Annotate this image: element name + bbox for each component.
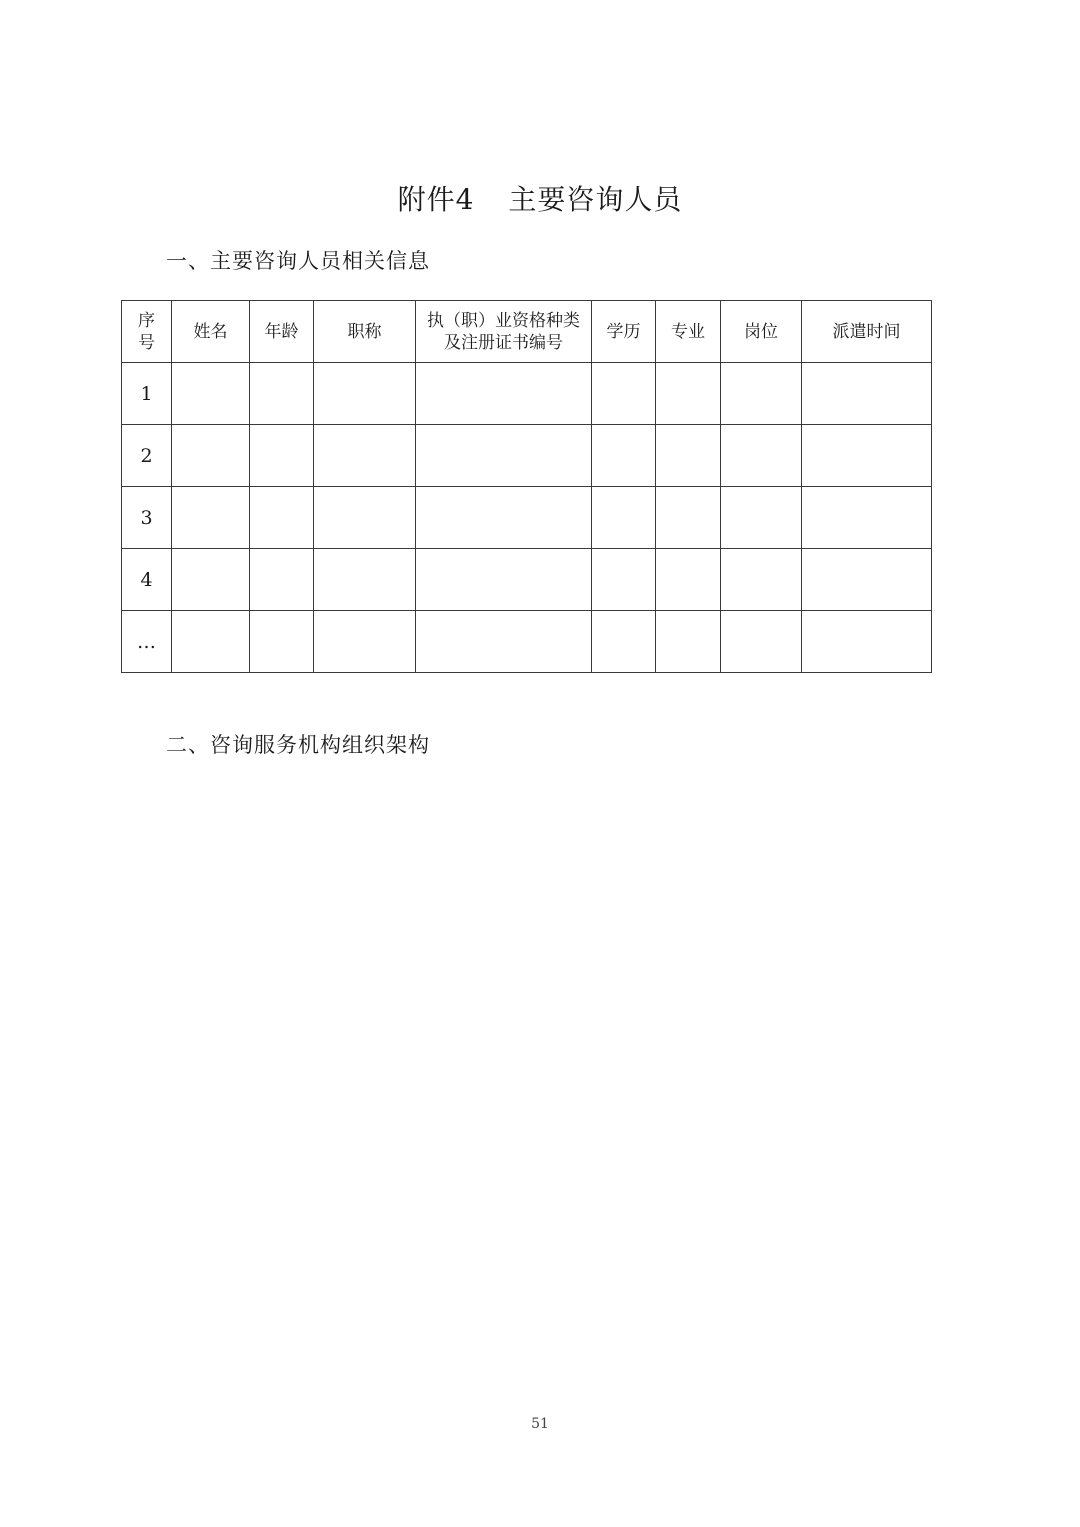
cell-title	[314, 611, 416, 673]
cell-age	[250, 487, 314, 549]
staff-table	[121, 300, 932, 673]
cell-position	[721, 549, 802, 611]
table-row	[122, 363, 932, 425]
section-heading-staff-info: 一、主要咨询人员相关信息	[166, 249, 430, 273]
cell-name	[172, 487, 250, 549]
header-seq: 序号	[122, 301, 172, 363]
cell-title	[314, 425, 416, 487]
title-prefix: 附件4	[397, 183, 475, 216]
cell-position	[721, 363, 802, 425]
cell-dispatch-time	[802, 363, 932, 425]
cell-dispatch-time	[802, 549, 932, 611]
section-heading-org-structure: 二、咨询服务机构组织架构	[166, 733, 430, 757]
cell-major	[656, 611, 721, 673]
header-education: 学历	[592, 301, 656, 363]
cell-education	[592, 363, 656, 425]
cell-position	[721, 487, 802, 549]
cell-age	[250, 611, 314, 673]
table-row	[122, 611, 932, 673]
cell-major	[656, 549, 721, 611]
cell-education	[592, 487, 656, 549]
cell-major	[656, 487, 721, 549]
cell-education	[592, 549, 656, 611]
cell-education	[592, 611, 656, 673]
cell-seq: 3	[122, 487, 172, 549]
title-main: 主要咨询人员	[508, 183, 683, 216]
table-row	[122, 487, 932, 549]
header-position: 岗位	[721, 301, 802, 363]
cell-qualification	[416, 487, 592, 549]
document-title	[0, 180, 1080, 220]
page-number: 51	[531, 1416, 549, 1432]
cell-qualification	[416, 549, 592, 611]
cell-dispatch-time	[802, 611, 932, 673]
header-dispatch-time: 派遣时间	[802, 301, 932, 363]
cell-seq: 2	[122, 425, 172, 487]
cell-age	[250, 549, 314, 611]
cell-name	[172, 549, 250, 611]
cell-age	[250, 363, 314, 425]
table-header-row	[122, 301, 932, 363]
cell-title	[314, 487, 416, 549]
cell-major	[656, 425, 721, 487]
cell-age	[250, 425, 314, 487]
cell-dispatch-time	[802, 487, 932, 549]
cell-qualification	[416, 363, 592, 425]
cell-seq: 1	[122, 363, 172, 425]
cell-position	[721, 425, 802, 487]
cell-title	[314, 363, 416, 425]
header-age: 年龄	[250, 301, 314, 363]
cell-position	[721, 611, 802, 673]
table-row	[122, 549, 932, 611]
header-title: 职称	[314, 301, 416, 363]
header-qualification: 执（职）业资格种类及注册证书编号	[416, 301, 592, 363]
table-row	[122, 425, 932, 487]
cell-seq: 4	[122, 549, 172, 611]
cell-title	[314, 549, 416, 611]
header-major: 专业	[656, 301, 721, 363]
cell-name	[172, 425, 250, 487]
cell-name	[172, 611, 250, 673]
cell-education	[592, 425, 656, 487]
cell-major	[656, 363, 721, 425]
cell-qualification	[416, 611, 592, 673]
cell-dispatch-time	[802, 425, 932, 487]
cell-name	[172, 363, 250, 425]
header-name: 姓名	[172, 301, 250, 363]
cell-qualification	[416, 425, 592, 487]
cell-seq: …	[122, 611, 172, 673]
